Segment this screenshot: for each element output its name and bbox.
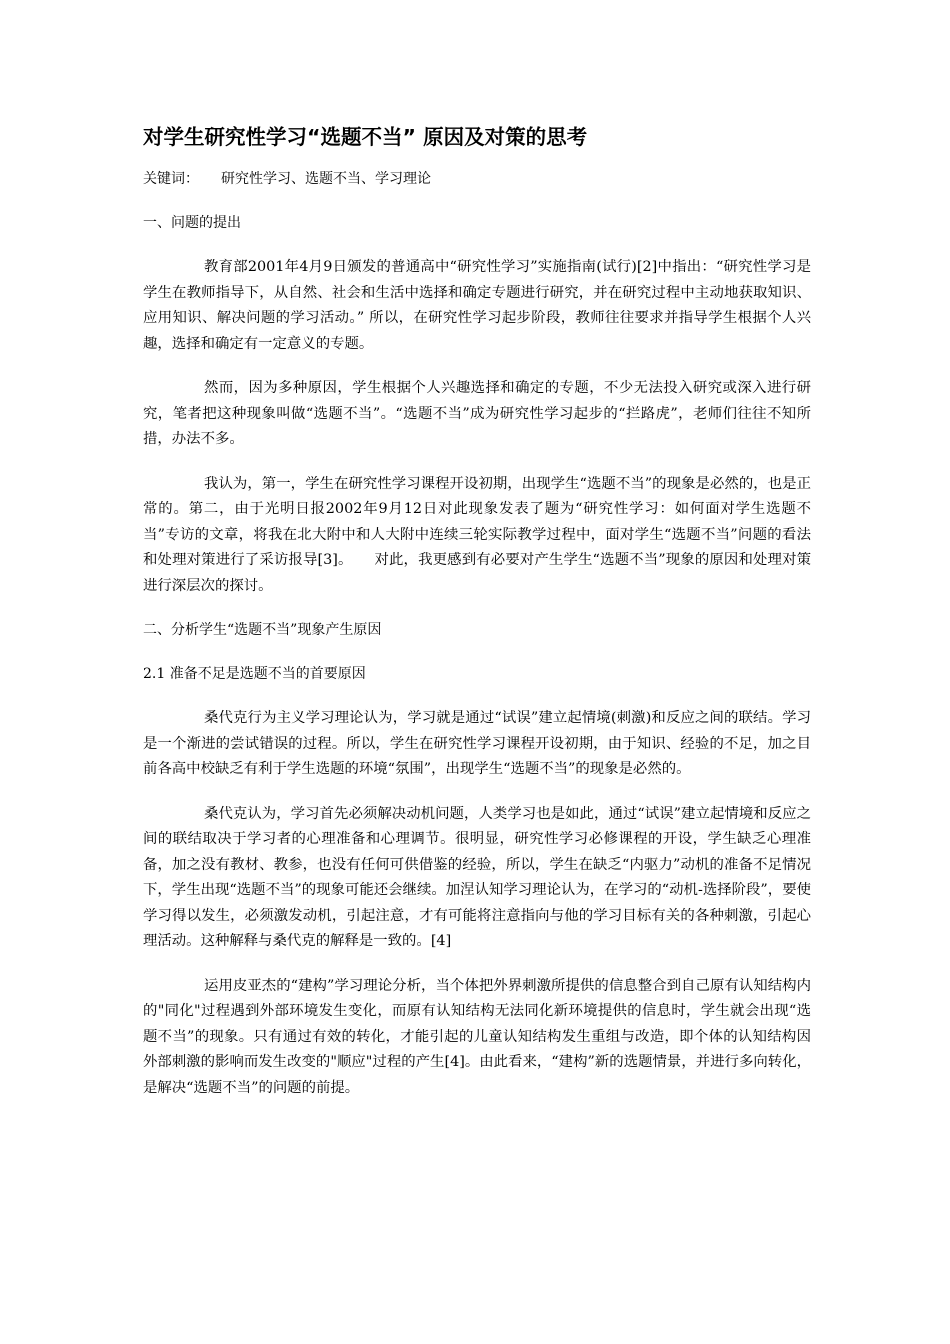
paragraph: 然而，因为多种原因，学生根据个人兴趣选择和确定的专题，不少无法投入研究或深入进行研究，笔者把这种现象叫做“选题不当”。“选题不当”成为研究性学习起步的“拦路虎”，老师们往往不知所措，办法不多。 (143, 380, 811, 447)
section-heading-2: 二、分析学生“选题不当”现象产生原因 (143, 622, 382, 638)
paragraph: 我认为，第一，学生在研究性学习课程开设初期，出现学生“选题不当”的现象是必然的，也是正常的。第二，由于光明日报2002年9月12日对此现象发表了题为“研究性学习：如何面对学生选题不当”专访的文章，将我在北大附中和人大附中连续三轮实际教学过程中，面对学生“选题不当”问题的看法和处理对策进行了采访报导[3]。 对此，我更感到有必要对产生学生“选题不当”现象的原因和处理对策进行深层次的探讨。 (143, 475, 811, 594)
paragraph: 桑代克行为主义学习理论认为，学习就是通过“试误”建立起情境(刺激)和反应之间的联结。学习是一个渐进的尝试错误的过程。所以，学生在研究性学习课程开设初期，由于知识、经验的不足，加之目前各高中校缺乏有利于学生选题的环境“氛围”，出现学生“选题不当”的现象是必然的。 (143, 710, 811, 777)
section-heading-1: 一、问题的提出 (143, 215, 241, 231)
keywords-line (143, 167, 811, 192)
paragraph: 桑代克认为，学习首先必须解决动机问题，人类学习也是如此，通过“试误”建立起情境和反应之间的联结取决于学习者的心理准备和心理调节。很明显，研究性学习必修课程的开设，学生缺乏心理准备，加之没有教材、教参，也没有任何可供借鉴的经验，所以，学生在缺乏“内驱力”动机的准备不足情况下，学生出现“选题不当”的现象可能还会继续。加涅认知学习理论认为，在学习的“动机-选择阶段”，要使学习得以发生，必须激发动机，引起注意，才有可能将注意指向与他的学习目标有关的各种刺激，引起心理活动。这种解释与桑代克的解释是一致的。[4] (143, 805, 811, 949)
paragraph: 运用皮亚杰的“建构”学习理论分析，当个体把外界刺激所提供的信息整合到自己原有认知结构内的"同化"过程遇到外部环境发生变化，而原有认知结构无法同化新环境提供的信息时，学生就会出现“选题不当”的现象。只有通过有效的转化，才能引起的儿童认知结构发生重组与改造，即个体的认知结构因外部刺激的影响而发生改变的"顺应"过程的产生[4]。由此看来，“建构”新的选题情景，并进行多向转化，是解决“选题不当”的问题的前提。 (143, 977, 811, 1096)
subsection-heading-2-1: 2.1 准备不足是选题不当的首要原因 (143, 666, 366, 682)
keywords-value: 研究性学习、选题不当、学习理论 (221, 171, 431, 187)
keywords-label: 关键词： (143, 171, 199, 187)
paragraph: 教育部2001年4月9日颁发的普通高中“研究性学习”实施指南(试行)[2]中指出：“研究性学习是学生在教师指导下，从自然、社会和生活中选择和确定专题进行研究，并在研究过程中主动地获取知识、应用知识、解决问题的学习活动。” 所以，在研究性学习起步阶段，教师往往要求并指导学生根据个人兴趣，选择和确定有一定意义的专题。 (143, 259, 811, 352)
document-page (143, 120, 811, 1120)
document-title: 对学生研究性学习“选题不当” 原因及对策的思考 (143, 125, 588, 149)
